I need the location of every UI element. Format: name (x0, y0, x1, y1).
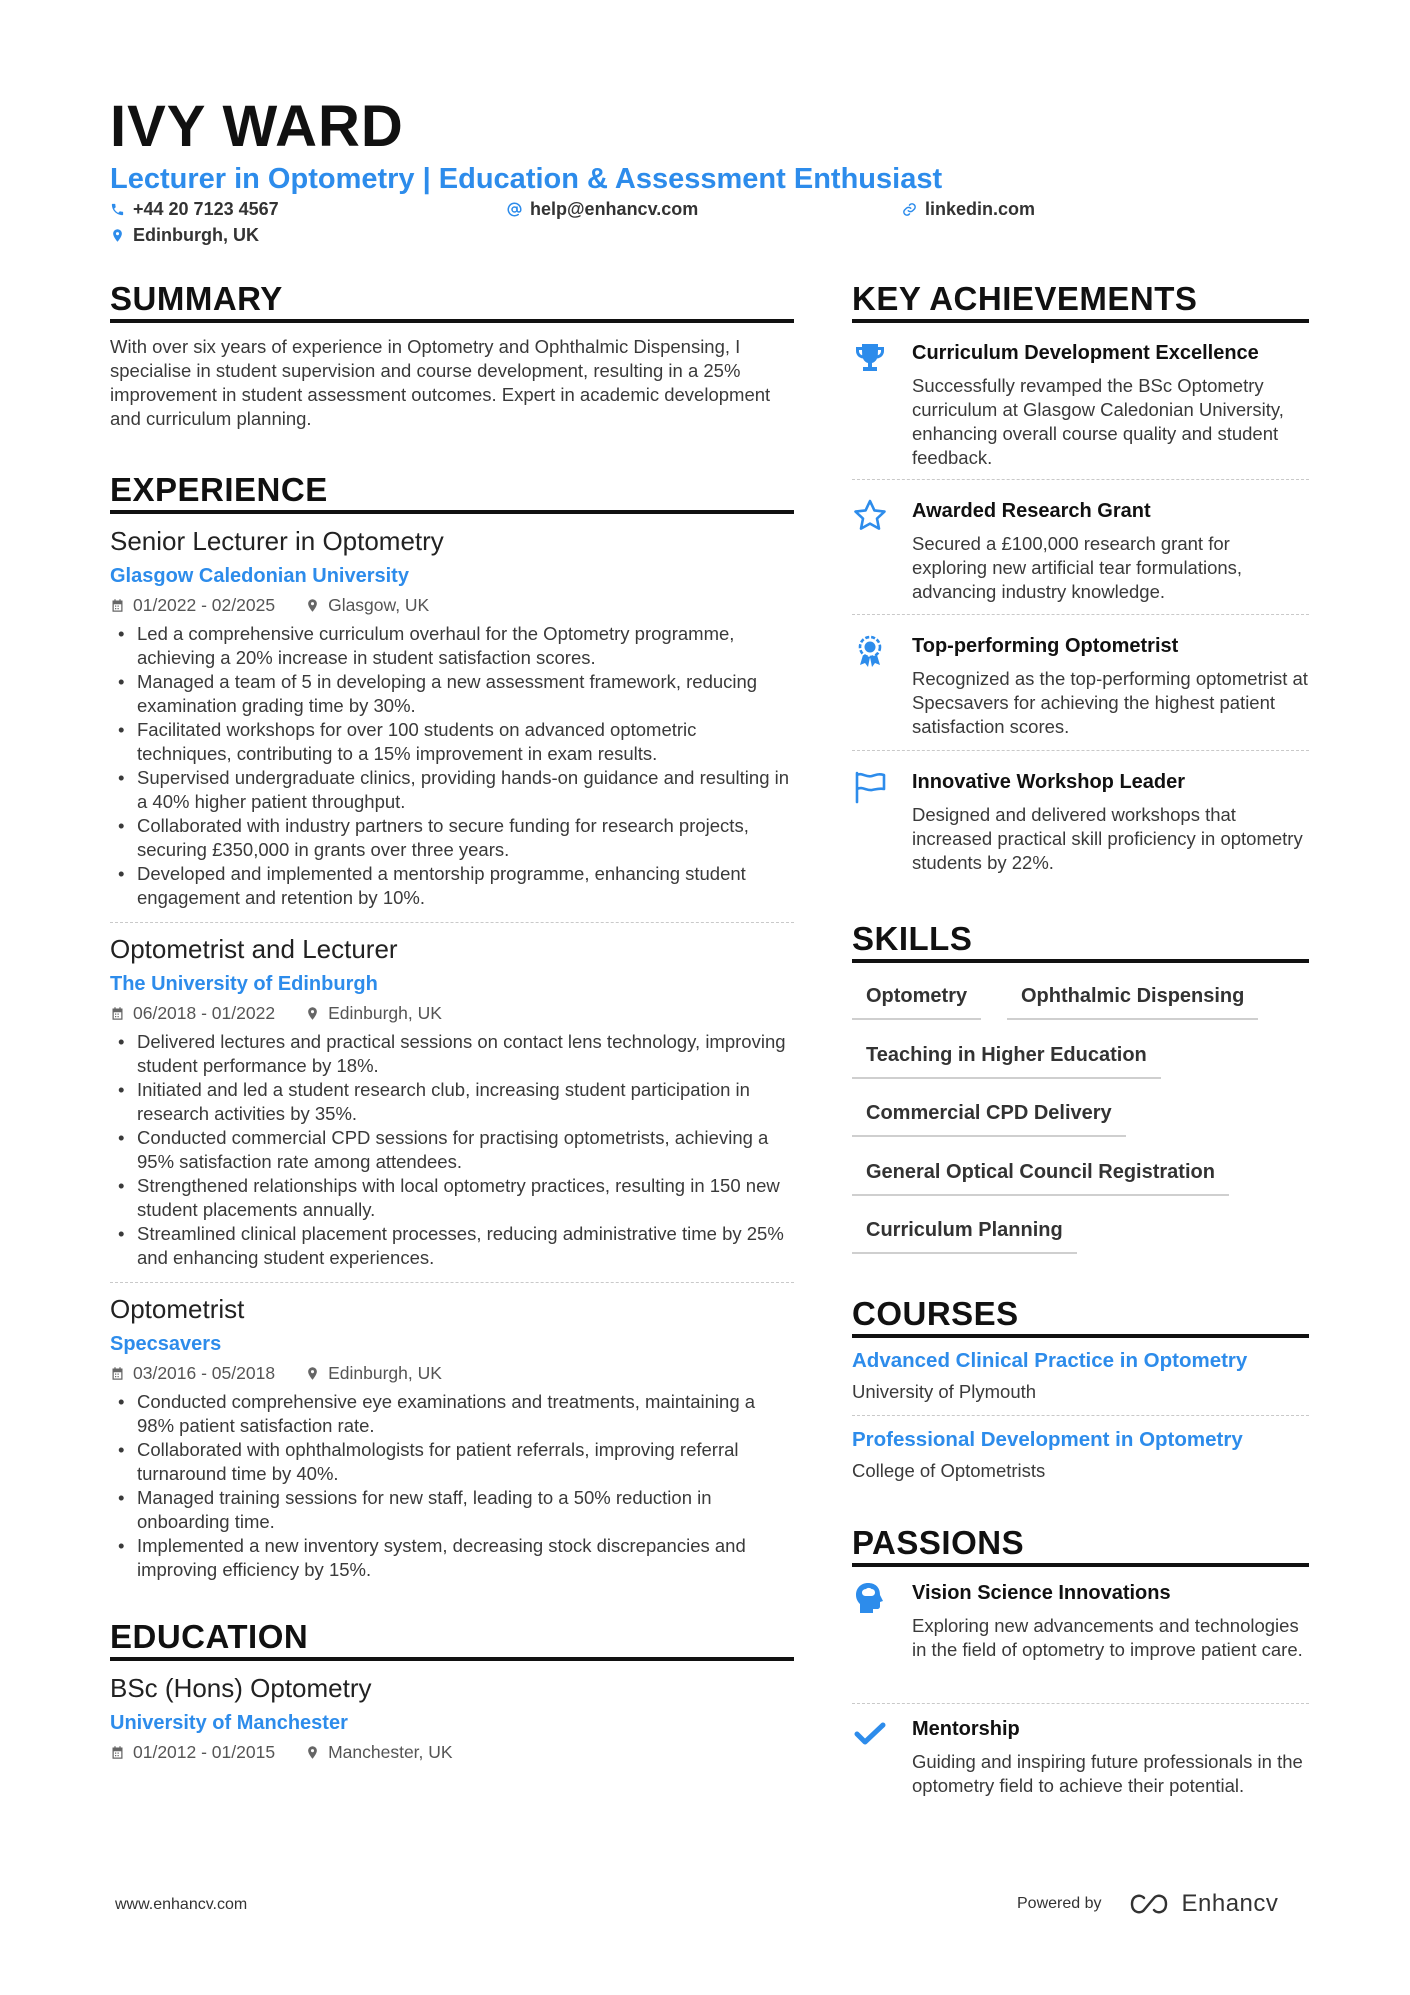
link-icon (902, 202, 917, 217)
education-divider (110, 1657, 794, 1661)
course-title: Advanced Clinical Practice in Optometry (852, 1349, 1248, 1372)
achievement-item (852, 498, 1309, 604)
course-org: College of Optometrists (852, 1460, 1046, 1481)
linkedin-text[interactable]: linkedin.com (925, 199, 1036, 219)
contact-phone (110, 199, 279, 220)
entry-separator (852, 750, 1309, 751)
job-location: Edinburgh, UK (328, 1363, 442, 1383)
education-meta (110, 1741, 794, 1763)
experience-entry (110, 1294, 794, 1582)
job-bullet: • Managed a team of 5 in developing a new assessment framework, reducing examination grading time by 30%. (110, 670, 794, 718)
job-title: Optometrist (110, 1294, 245, 1324)
achievement-item (852, 769, 1309, 875)
phone-text[interactable]: +44 20 7123 4567 (133, 199, 279, 219)
location-pin-icon (305, 1006, 320, 1021)
brain-head-icon (852, 1580, 888, 1616)
location-pin-icon (110, 228, 125, 243)
summary-divider (110, 319, 794, 323)
entry-separator (852, 479, 1309, 480)
passion-title: Mentorship (912, 1718, 1020, 1740)
job-bullets (110, 622, 794, 910)
achievement-item (852, 340, 1309, 470)
entry-separator (852, 1703, 1309, 1704)
location-pin-icon (305, 1745, 320, 1760)
summary-text: With over six years of experience in Optometry and Ophthalmic Dispensing, I specialise in student supervision and course development, resulting in a 25% improvement in student assessment outcomes. Expert in academic development and curriculum planning. (110, 336, 771, 429)
calendar-icon (110, 1745, 125, 1760)
contact-linkedin (902, 199, 1035, 220)
job-bullet: • Initiated and led a student research club, increasing student participation in research activities by 35%. (110, 1078, 794, 1126)
passion-desc: Guiding and inspiring future professionals in the optometry field to achieve their potential. (912, 1751, 1303, 1796)
enhancv-logo-icon (1126, 1892, 1172, 1916)
footer-website[interactable]: www.enhancv.com (115, 1896, 248, 1913)
school-name: University of Manchester (110, 1712, 348, 1734)
job-bullet: • Conducted comprehensive eye examinations and treatments, maintaining a 98% patient satisfaction rate. (110, 1390, 794, 1438)
passion-item (852, 1580, 1309, 1662)
skill-tag: Ophthalmic Dispensing (1007, 985, 1258, 1020)
trophy-icon (852, 340, 888, 376)
calendar-icon (110, 1366, 125, 1381)
job-bullet: • Collaborated with ophthalmologists for patient referrals, improving referral turnaround time by 40%. (110, 1438, 794, 1486)
job-title: Optometrist and Lecturer (110, 934, 398, 964)
experience-divider (110, 510, 794, 514)
job-company: The University of Edinburgh (110, 973, 378, 995)
course-item (852, 1427, 1309, 1483)
achievement-desc: Recognized as the top-performing optometrist at Specsavers for achieving the highest patient satisfaction scores. (912, 668, 1308, 737)
candidate-name: IVY WARD (110, 94, 404, 159)
powered-by-label: Powered by (1017, 1895, 1102, 1912)
passion-title: Vision Science Innovations (912, 1582, 1171, 1604)
job-meta (110, 1362, 794, 1384)
education-dates: 01/2012 - 01/2015 (133, 1742, 276, 1762)
at-icon (507, 202, 522, 217)
entry-separator (852, 614, 1309, 615)
education-entry (110, 1673, 794, 1763)
passions-heading: PASSIONS (852, 1524, 1025, 1561)
entry-separator (110, 922, 794, 923)
flag-icon (852, 769, 888, 805)
education-location: Manchester, UK (328, 1742, 453, 1762)
passion-desc: Exploring new advancements and technologies in the field of optometry to improve patient care. (912, 1615, 1303, 1660)
achievement-desc: Successfully revamped the BSc Optometry curriculum at Glasgow Caledonian University, enhancing overall course quality and student feedback. (912, 375, 1284, 468)
candidate-headline: Lecturer in Optometry | Education & Assessment Enthusiast (110, 163, 943, 195)
job-bullet: • Led a comprehensive curriculum overhaul for the Optometry programme, achieving a 20% increase in student satisfaction scores. (110, 622, 794, 670)
summary-heading: SUMMARY (110, 280, 283, 317)
experience-heading: EXPERIENCE (110, 471, 328, 508)
skills-heading: SKILLS (852, 920, 973, 957)
passion-item (852, 1716, 1309, 1798)
job-bullet: • Collaborated with industry partners to secure funding for research projects, securing £350,000 in grants over three years. (110, 814, 794, 862)
calendar-icon (110, 598, 125, 613)
achievements-divider (852, 319, 1309, 323)
job-dates: 01/2022 - 02/2025 (133, 595, 276, 615)
job-bullet: • Supervised undergraduate clinics, providing hands-on guidance and resulting in a 40% higher patient throughput. (110, 766, 794, 814)
achievements-heading: KEY ACHIEVEMENTS (852, 280, 1198, 317)
achievement-title: Awarded Research Grant (912, 500, 1151, 522)
job-bullets (110, 1390, 794, 1582)
skills-divider (852, 959, 1309, 963)
achievement-desc: Designed and delivered workshops that increased practical skill proficiency in optometry students by 22%. (912, 804, 1303, 873)
job-company: Specsavers (110, 1333, 222, 1355)
footer-branding (1017, 1890, 1278, 1918)
job-location: Edinburgh, UK (328, 1003, 442, 1023)
course-org: University of Plymouth (852, 1381, 1037, 1402)
course-item (852, 1348, 1309, 1404)
phone-icon (110, 202, 125, 217)
passions-divider (852, 1563, 1309, 1567)
contact-email (507, 199, 698, 220)
job-bullet: • Delivered lectures and practical sessions on contact lens technology, improving student performance by 18%. (110, 1030, 794, 1078)
job-meta (110, 1002, 794, 1024)
brand-name: Enhancv (1181, 1890, 1279, 1917)
skill-tag: Commercial CPD Delivery (852, 1102, 1126, 1137)
education-heading: EDUCATION (110, 1618, 309, 1655)
job-bullet: • Implemented a new inventory system, decreasing stock discrepancies and improving efficiency by 15%. (110, 1534, 794, 1582)
job-dates: 03/2016 - 05/2018 (133, 1363, 276, 1383)
job-bullet: • Managed training sessions for new staff, leading to a 50% reduction in onboarding time. (110, 1486, 794, 1534)
calendar-icon (110, 1006, 125, 1021)
achievement-item (852, 633, 1309, 739)
achievement-title: Innovative Workshop Leader (912, 771, 1186, 793)
job-dates: 06/2018 - 01/2022 (133, 1003, 276, 1023)
job-title: Senior Lecturer in Optometry (110, 526, 444, 556)
location-text: Edinburgh, UK (133, 225, 259, 245)
job-bullets (110, 1030, 794, 1270)
location-pin-icon (305, 1366, 320, 1381)
achievement-title: Curriculum Development Excellence (912, 342, 1259, 364)
job-company: Glasgow Caledonian University (110, 565, 409, 587)
enhancv-logo[interactable] (1126, 1890, 1279, 1918)
job-bullet: • Streamlined clinical placement processes, reducing administrative time by 25% and enhancing student experiences. (110, 1222, 794, 1270)
courses-divider (852, 1334, 1309, 1338)
achievement-desc: Secured a £100,000 research grant for exploring new artificial tear formulations, advancing industry knowledge. (912, 533, 1243, 602)
location-pin-icon (305, 598, 320, 613)
email-text[interactable]: help@enhancv.com (530, 199, 699, 219)
achievement-title: Top-performing Optometrist (912, 635, 1179, 657)
entry-separator (110, 1282, 794, 1283)
job-bullet: • Conducted commercial CPD sessions for practising optometrists, achieving a 95% satisfaction rate among attendees. (110, 1126, 794, 1174)
job-bullet: • Facilitated workshops for over 100 students on advanced optometric techniques, contributing to a 15% improvement in exam results. (110, 718, 794, 766)
job-meta (110, 594, 794, 616)
course-title: Professional Development in Optometry (852, 1428, 1243, 1451)
job-bullet: • Strengthened relationships with local optometry practices, resulting in 150 new student placements annually. (110, 1174, 794, 1222)
checkmark-icon (852, 1716, 888, 1752)
entry-separator (852, 1415, 1309, 1416)
skill-tag: Curriculum Planning (852, 1219, 1077, 1254)
job-location: Glasgow, UK (328, 595, 430, 615)
skill-tag: Optometry (852, 985, 981, 1020)
experience-entry (110, 526, 794, 910)
courses-heading: COURSES (852, 1295, 1019, 1332)
medal-icon (852, 633, 888, 669)
degree-title: BSc (Hons) Optometry (110, 1673, 372, 1703)
skill-tag: General Optical Council Registration (852, 1161, 1229, 1196)
star-icon (852, 498, 888, 534)
job-bullet: • Developed and implemented a mentorship programme, enhancing student engagement and retention by 10%. (110, 862, 794, 910)
skill-tag: Teaching in Higher Education (852, 1044, 1161, 1079)
contact-location (110, 225, 259, 246)
experience-entry (110, 934, 794, 1270)
